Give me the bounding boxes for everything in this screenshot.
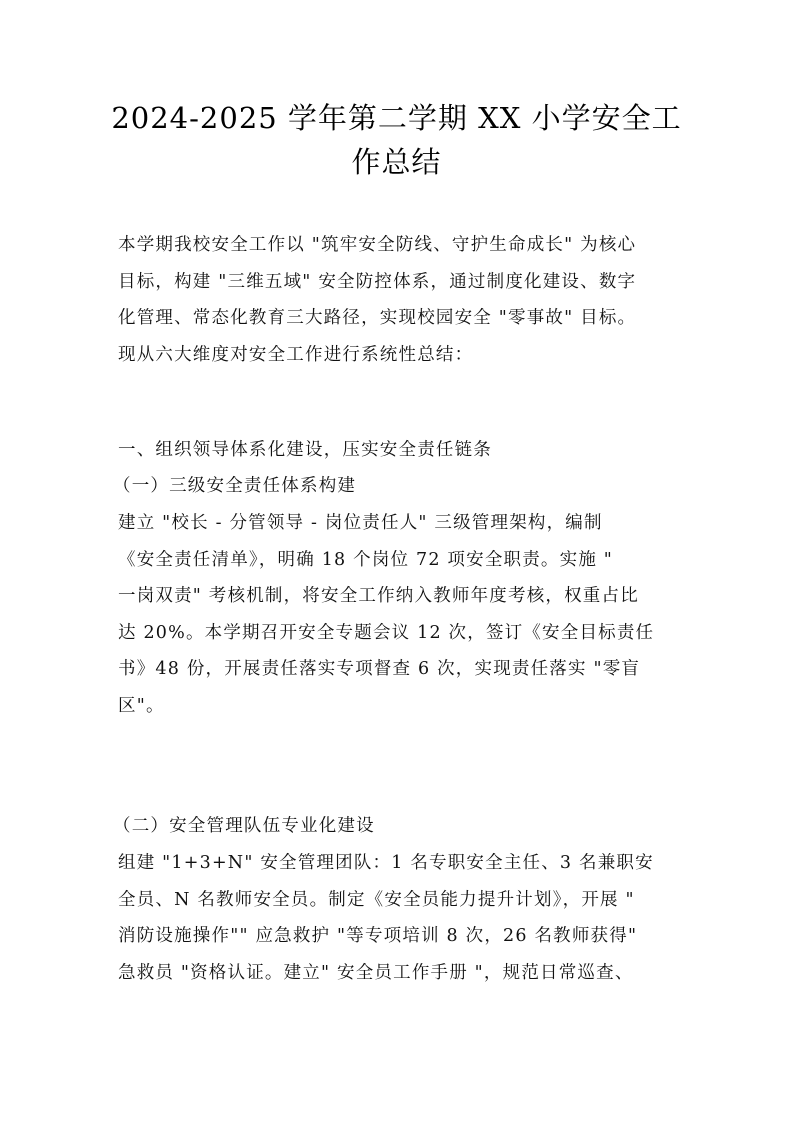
paragraph-line: 急救员 "资格认证。建立" 安全员工作手册 "，规范日常巡查、 xyxy=(118,962,634,983)
paragraph-line: 一岗双责" 考核机制，将安全工作纳入教师年度考核，权重占比 xyxy=(118,586,639,607)
subsection-1-paragraph xyxy=(118,505,678,725)
paragraph-line: 全员、N 名教师安全员。制定《安全员能力提升计划》，开展 " xyxy=(118,889,635,910)
subsection-1-heading: （一）三级安全责任体系构建 xyxy=(113,476,357,496)
intro-line: 本学期我校安全工作以 "筑牢安全防线、守护生命成长" 为核心 xyxy=(118,235,637,255)
title-line-2: 作总结 xyxy=(351,145,442,179)
intro-line: 化管理、常态化教育三大路径，实现校园安全 "零事故" 目标。 xyxy=(118,308,637,329)
paragraph-line: 达 20%。本学期召开安全专题会议 12 次，签订《安全目标责任 xyxy=(118,622,655,643)
paragraph-line: 书》48 份，开展责任落实专项督查 6 次，实现责任落实 "零盲 xyxy=(118,659,641,680)
intro-line: 现从六大维度对安全工作进行系统性总结： xyxy=(118,344,474,365)
subsection-2-heading: （二）安全管理队伍专业化建设 xyxy=(113,816,375,836)
subsection-2-paragraph xyxy=(118,845,678,991)
paragraph-line: 建立 "校长 - 分管领导 - 岗位责任人" 三级管理架构，编制 xyxy=(118,513,603,533)
intro-line: 目标，构建 "三维五域" 安全防控体系，通过制度化建设、数字 xyxy=(118,271,637,292)
paragraph-line: 《安全责任清单》，明确 18 个岗位 72 项安全职责。实施 " xyxy=(118,549,614,570)
paragraph-line: 消防设施操作"" 应急救护 "等专项培训 8 次，26 名教师获得" xyxy=(118,926,638,947)
title-line-1: 2024-2025 学年第二学期 XX 小学安全工 xyxy=(111,101,682,135)
paragraph-line: 区"。 xyxy=(118,695,165,716)
intro-paragraph xyxy=(118,227,678,373)
paragraph-line: 组建 "1+3+N" 安全管理团队：1 名专职安全主任、3 名兼职安 xyxy=(118,853,654,873)
document-title xyxy=(100,96,693,184)
section-1-heading: 一、组织领导体系化建设，压实安全责任链条 xyxy=(118,440,492,460)
